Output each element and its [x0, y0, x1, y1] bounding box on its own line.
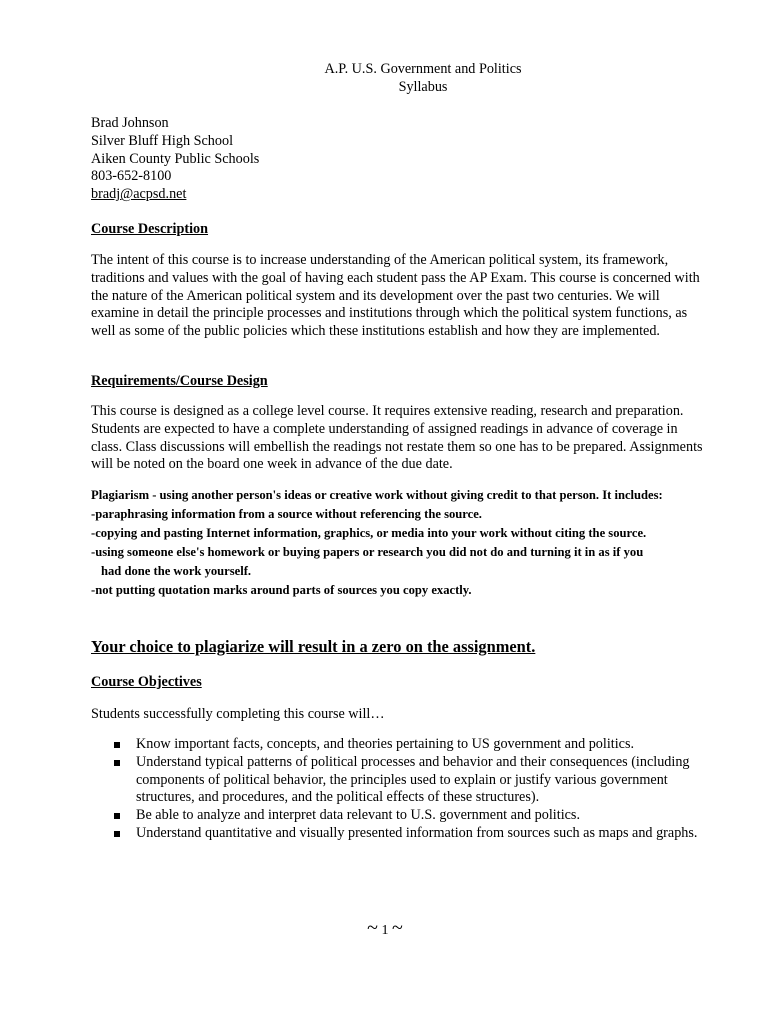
requirements-heading: Requirements/Course Design: [91, 373, 268, 389]
district-name: Aiken County Public Schools: [91, 150, 260, 167]
document-header: [91, 60, 755, 96]
course-description-text: The intent of this course is to increase understanding of the American political system, its framework, traditions and values with the goal of having each student pass the AP Exam. This course is concerned with the nature of the American political system and its development over the past two centuries. We will examine in detail the principle processes and institutions through which the political system functions, as well as some of the public policies which these institutions establish and how they are implemented.: [91, 252, 700, 340]
objective-text: Understand quantitative and visually presented information from sources such as maps and graphs.: [136, 824, 698, 841]
plagiarism-warning: Your choice to plagiarize will result in a zero on the assignment.: [91, 637, 536, 656]
square-bullet-icon: [114, 813, 120, 819]
plagiarism-item: -copying and pasting Internet information, graphics, or media into your work without citing the source.: [91, 526, 647, 540]
objectives-list: [111, 736, 701, 843]
objective-item: [111, 807, 701, 825]
contact-block: [91, 115, 259, 204]
page-number: 1: [381, 923, 389, 938]
footer-tilde-right: ~: [392, 917, 403, 939]
plagiarism-item-continued: had done the work yourself.: [101, 564, 252, 578]
page-footer: [0, 917, 770, 940]
plagiarism-item: -paraphrasing information from a source without referencing the source.: [91, 507, 482, 521]
teacher-name: Brad Johnson: [91, 115, 169, 131]
square-bullet-icon: [114, 742, 120, 748]
square-bullet-icon: [114, 760, 120, 766]
plagiarism-definition: Plagiarism - using another person's ideas or creative work without giving credit to that person. It includes:: [91, 488, 663, 502]
requirements-text: This course is designed as a college level course. It requires extensive reading, research and preparation. Students are expected to have a complete understanding of assigned readings in advance of coverage in class. Class discussions will embellish the readings not restate them so one has to be prepared. Assignments will be noted on the board one week in advance of the due date.: [91, 403, 703, 473]
objective-text: Know important facts, concepts, and theories pertaining to US government and politics.: [136, 736, 635, 752]
objective-text: Be able to analyze and interpret data relevant to U.S. government and politics.: [136, 807, 580, 824]
objective-item: [111, 825, 701, 843]
plagiarism-item: -using someone else's homework or buying papers or research you did not do and turning it in as if you: [91, 545, 644, 559]
phone-number: 803-652-8100: [91, 168, 172, 185]
course-objectives-intro: Students successfully completing this course will…: [91, 706, 385, 722]
objective-item: [111, 736, 701, 754]
school-name: Silver Bluff High School: [91, 132, 234, 149]
plagiarism-section: [91, 486, 711, 600]
document-title: A.P. U.S. Government and Politics: [324, 61, 522, 77]
course-description-heading: Course Description: [91, 221, 209, 237]
course-objectives-heading: Course Objectives: [91, 674, 202, 690]
footer-tilde-left: ~: [367, 917, 378, 939]
email-link[interactable]: bradj@acpsd.net: [91, 186, 187, 203]
document-subtitle: Syllabus: [398, 79, 448, 95]
objective-text: Understand typical patterns of political processes and behavior and their consequences (including components of political behavior, the principles used to explain or justify various government structures, and procedures, and the political effects of these structures).: [136, 753, 690, 806]
square-bullet-icon: [114, 831, 120, 837]
plagiarism-item: -not putting quotation marks around parts of sources you copy exactly.: [91, 583, 472, 597]
objective-item: [111, 754, 701, 807]
